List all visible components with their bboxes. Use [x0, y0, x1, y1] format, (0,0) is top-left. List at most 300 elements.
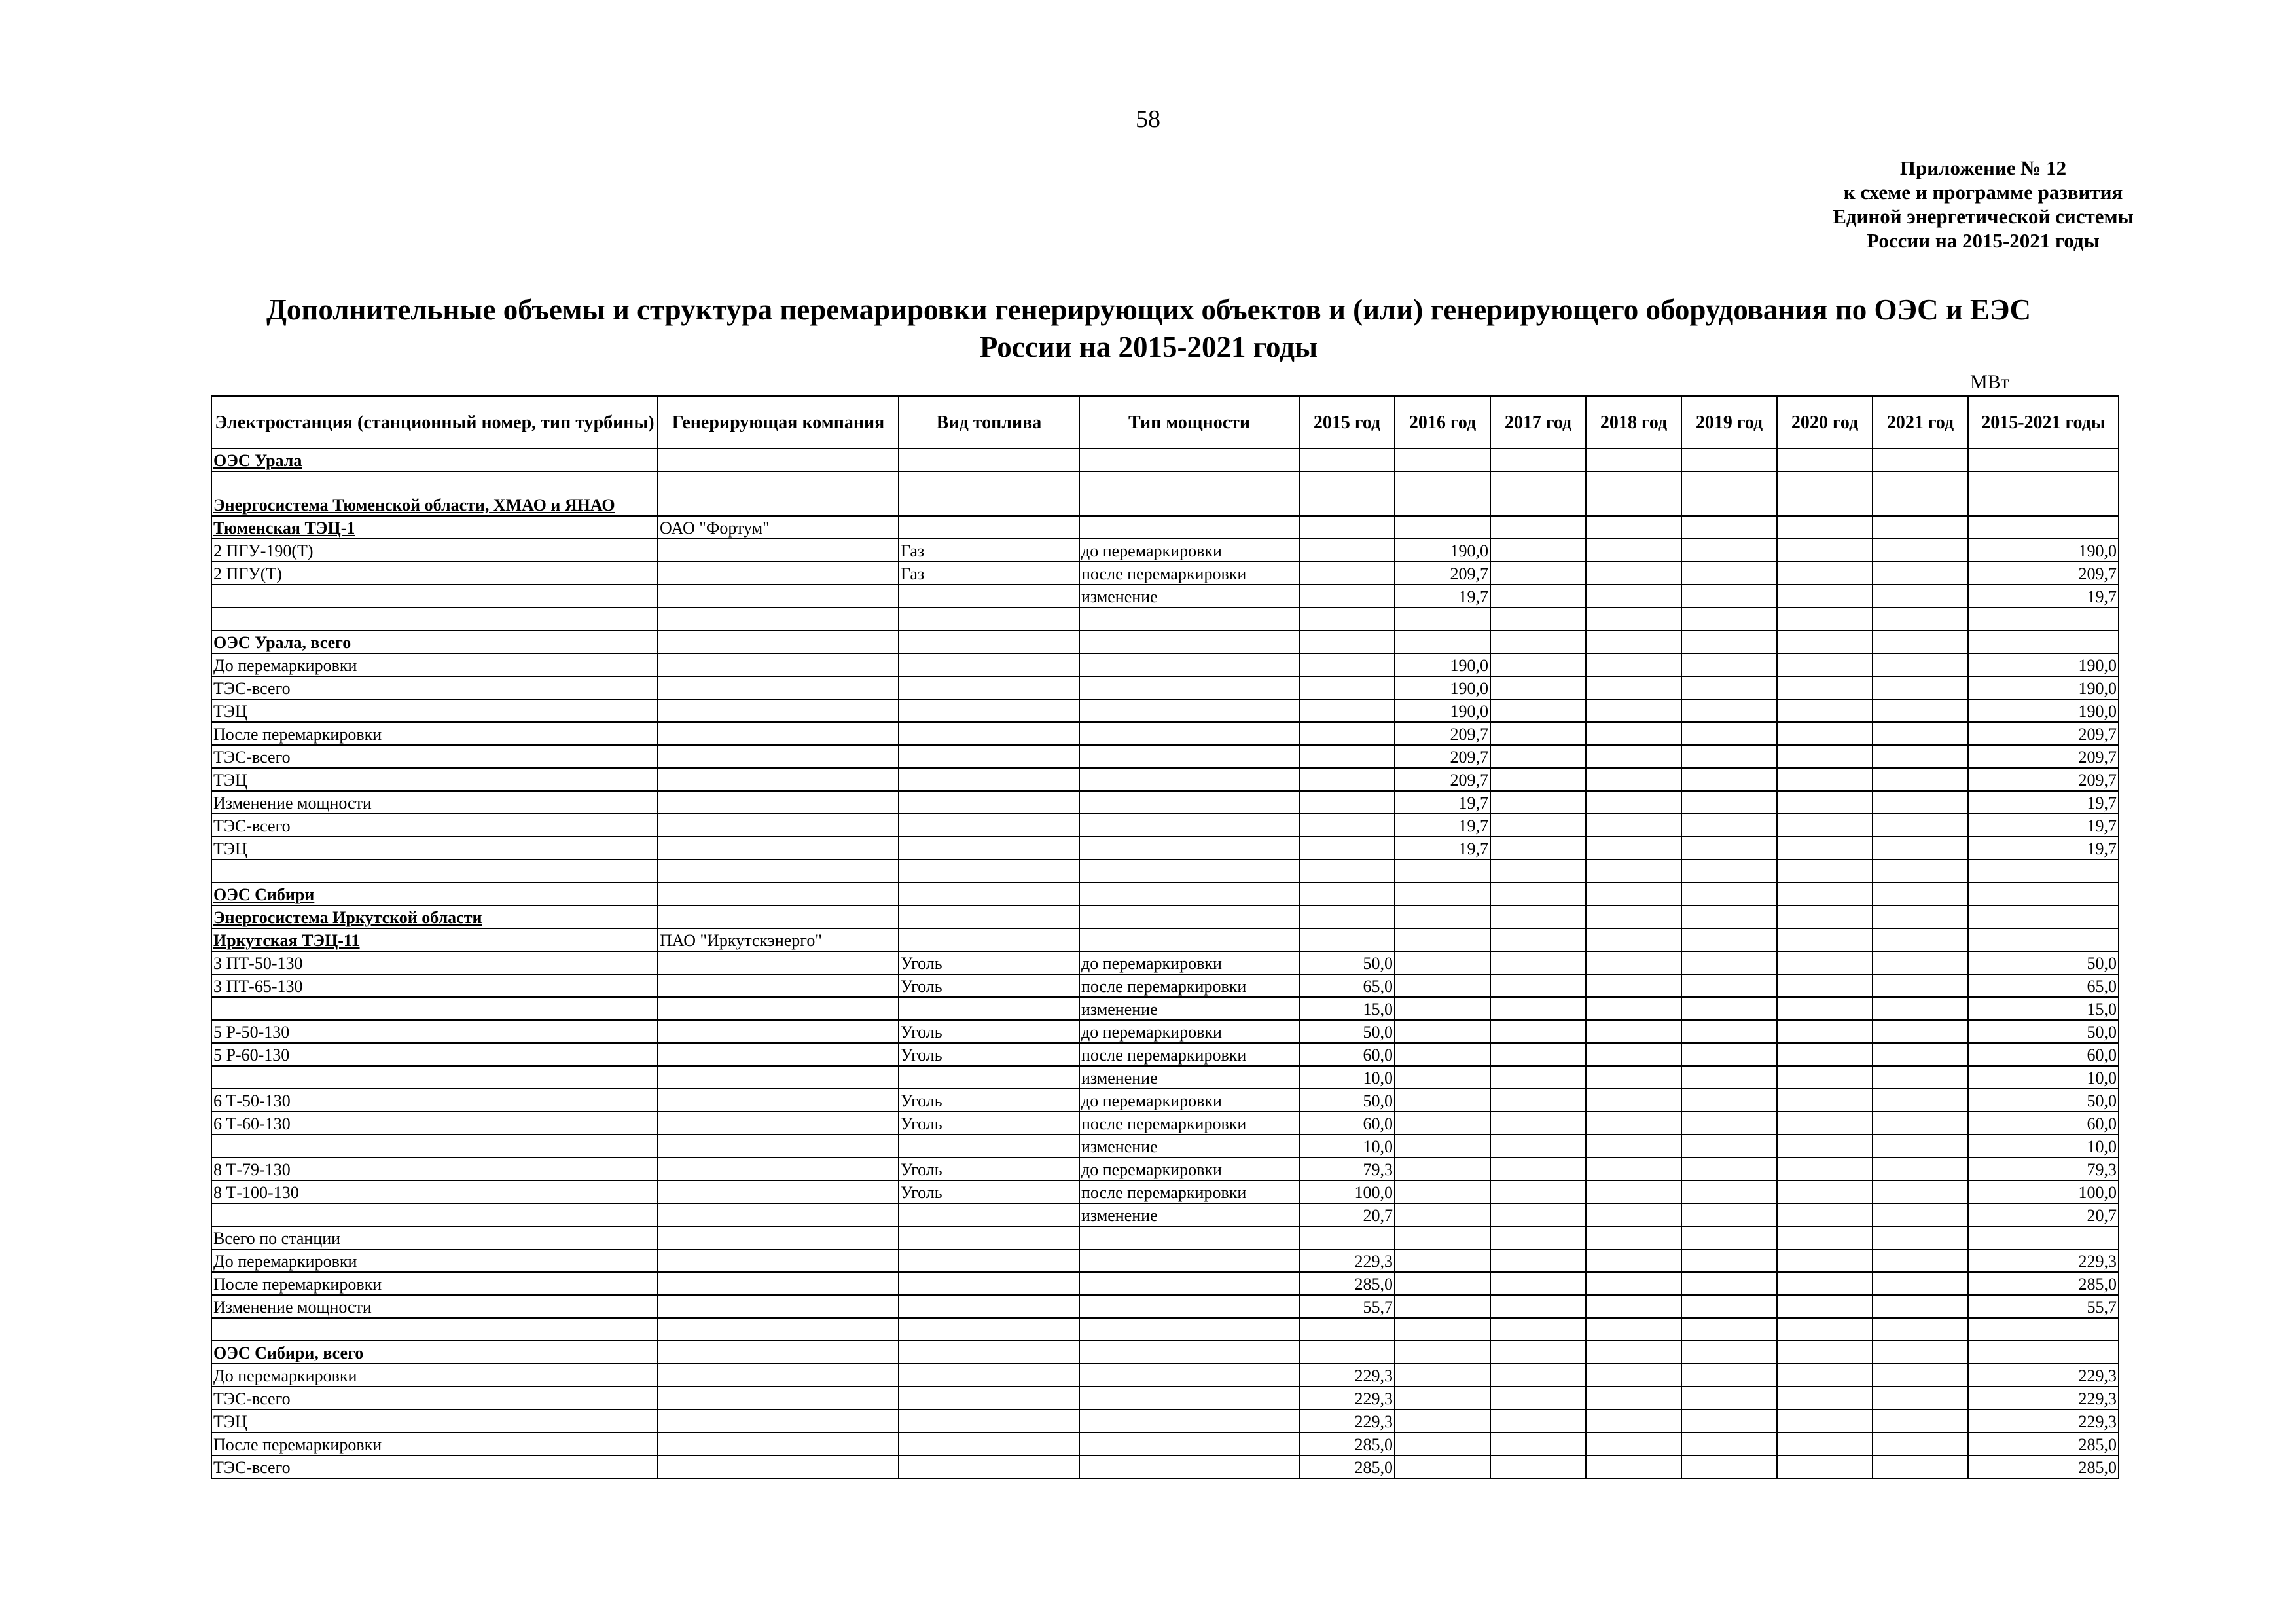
- cell-y2019: [1681, 539, 1777, 562]
- cell-y2017: [1490, 562, 1586, 585]
- cell-y2015: [1299, 860, 1395, 883]
- cell-y2017: [1490, 951, 1586, 974]
- cell-y2015: 285,0: [1299, 1455, 1395, 1478]
- appendix-block: [1702, 156, 2265, 253]
- cell-y2018: [1586, 905, 1681, 928]
- cell-y2015: [1299, 562, 1395, 585]
- cell-y2019: [1681, 1158, 1777, 1180]
- cell-fuel: [899, 837, 1079, 860]
- cell-y2021: [1873, 928, 1968, 951]
- cell-total: [1968, 860, 2119, 883]
- cell-y2021: [1873, 1180, 1968, 1203]
- cell-station: 8 Т-79-130: [211, 1158, 658, 1180]
- cell-company: ПАО "Иркутскэнерго": [658, 928, 899, 951]
- cell-y2018: [1586, 1180, 1681, 1203]
- cell-y2018: [1586, 562, 1681, 585]
- cell-fuel: [899, 928, 1079, 951]
- cell-y2021: [1873, 768, 1968, 791]
- cell-y2017: [1490, 974, 1586, 997]
- cell-y2017: [1490, 1089, 1586, 1112]
- header-fuel: Вид топлива: [899, 396, 1079, 448]
- cell-y2020: [1777, 539, 1873, 562]
- cell-company: [658, 1180, 899, 1203]
- cell-y2021: [1873, 699, 1968, 722]
- cell-y2021: [1873, 1272, 1968, 1295]
- cell-y2016: [1395, 471, 1490, 516]
- cell-capacity-type: [1079, 1364, 1299, 1387]
- cell-total: 190,0: [1968, 676, 2119, 699]
- cell-y2018: [1586, 1203, 1681, 1226]
- cell-y2020: [1777, 448, 1873, 471]
- cell-y2020: [1777, 1272, 1873, 1295]
- cell-fuel: Уголь: [899, 974, 1079, 997]
- cell-y2018: [1586, 1226, 1681, 1249]
- cell-y2021: [1873, 1455, 1968, 1478]
- cell-fuel: Уголь: [899, 1158, 1079, 1180]
- cell-capacity-type: [1079, 722, 1299, 745]
- cell-y2020: [1777, 860, 1873, 883]
- cell-capacity-type: [1079, 676, 1299, 699]
- cell-y2019: [1681, 1043, 1777, 1066]
- cell-fuel: Уголь: [899, 1089, 1079, 1112]
- cell-total: [1968, 608, 2119, 630]
- cell-y2015: [1299, 1226, 1395, 1249]
- table-row: [211, 516, 2119, 539]
- cell-y2016: [1395, 1043, 1490, 1066]
- cell-total: 19,7: [1968, 791, 2119, 814]
- cell-total: 60,0: [1968, 1112, 2119, 1135]
- cell-y2017: [1490, 1318, 1586, 1341]
- cell-capacity-type: после перемаркировки: [1079, 974, 1299, 997]
- cell-capacity-type: [1079, 905, 1299, 928]
- cell-y2019: [1681, 585, 1777, 608]
- cell-total: 100,0: [1968, 1180, 2119, 1203]
- cell-capacity-type: [1079, 928, 1299, 951]
- cell-total: [1968, 905, 2119, 928]
- title-line-1: Дополнительные объемы и структура перемарировки генерирующих объектов и (или) генерирующего оборудования по ОЭС и ЕЭС: [266, 293, 2032, 326]
- cell-y2018: [1586, 1135, 1681, 1158]
- appendix-line-4: России на 2015-2021 годы: [1867, 229, 2100, 252]
- cell-y2015: [1299, 585, 1395, 608]
- cell-total: 209,7: [1968, 722, 2119, 745]
- cell-y2015: [1299, 653, 1395, 676]
- cell-y2015: [1299, 699, 1395, 722]
- cell-y2018: [1586, 585, 1681, 608]
- cell-y2016: [1395, 1249, 1490, 1272]
- cell-fuel: [899, 860, 1079, 883]
- cell-company: [658, 974, 899, 997]
- cell-y2020: [1777, 1364, 1873, 1387]
- table-row: [211, 768, 2119, 791]
- table-row: [211, 1066, 2119, 1089]
- cell-station: ТЭС-всего: [211, 814, 658, 837]
- cell-y2019: [1681, 1112, 1777, 1135]
- cell-station: ОЭС Урала: [211, 448, 658, 471]
- cell-y2016: 209,7: [1395, 745, 1490, 768]
- cell-fuel: [899, 1364, 1079, 1387]
- cell-y2015: 20,7: [1299, 1203, 1395, 1226]
- cell-y2015: 55,7: [1299, 1295, 1395, 1318]
- cell-y2021: [1873, 653, 1968, 676]
- cell-y2015: [1299, 539, 1395, 562]
- cell-y2017: [1490, 928, 1586, 951]
- cell-y2021: [1873, 1226, 1968, 1249]
- cell-company: [658, 837, 899, 860]
- cell-y2021: [1873, 1112, 1968, 1135]
- cell-y2021: [1873, 837, 1968, 860]
- table-row: [211, 1043, 2119, 1066]
- cell-y2017: [1490, 676, 1586, 699]
- cell-y2015: 15,0: [1299, 997, 1395, 1020]
- cell-y2017: [1490, 516, 1586, 539]
- cell-y2019: [1681, 1432, 1777, 1455]
- cell-total: 190,0: [1968, 539, 2119, 562]
- cell-total: 229,3: [1968, 1249, 2119, 1272]
- cell-y2019: [1681, 1455, 1777, 1478]
- cell-y2015: [1299, 471, 1395, 516]
- cell-y2018: [1586, 608, 1681, 630]
- unit-label: МВт: [1970, 371, 2009, 393]
- cell-fuel: Уголь: [899, 1043, 1079, 1066]
- cell-station: [211, 585, 658, 608]
- table-row: [211, 1158, 2119, 1180]
- cell-y2017: [1490, 653, 1586, 676]
- cell-y2016: 19,7: [1395, 791, 1490, 814]
- table-row: [211, 837, 2119, 860]
- cell-station: ТЭС-всего: [211, 1387, 658, 1410]
- cell-company: [658, 997, 899, 1020]
- cell-fuel: [899, 814, 1079, 837]
- cell-y2019: [1681, 1364, 1777, 1387]
- cell-y2017: [1490, 1272, 1586, 1295]
- cell-y2021: [1873, 1203, 1968, 1226]
- cell-y2020: [1777, 1410, 1873, 1432]
- cell-company: [658, 791, 899, 814]
- cell-station: [211, 1203, 658, 1226]
- cell-company: [658, 1272, 899, 1295]
- cell-y2018: [1586, 1272, 1681, 1295]
- cell-y2016: [1395, 1341, 1490, 1364]
- header-capacity-type: Тип мощности: [1079, 396, 1299, 448]
- cell-y2017: [1490, 1295, 1586, 1318]
- cell-y2020: [1777, 1089, 1873, 1112]
- cell-company: [658, 745, 899, 768]
- cell-total: 285,0: [1968, 1272, 2119, 1295]
- table-row: [211, 471, 2119, 516]
- cell-station: ТЭЦ: [211, 1410, 658, 1432]
- cell-total: 19,7: [1968, 837, 2119, 860]
- cell-station: 6 Т-50-130: [211, 1089, 658, 1112]
- cell-y2021: [1873, 471, 1968, 516]
- cell-capacity-type: изменение: [1079, 1203, 1299, 1226]
- cell-y2015: [1299, 1341, 1395, 1364]
- table-row: [211, 951, 2119, 974]
- cell-y2015: 229,3: [1299, 1387, 1395, 1410]
- cell-y2016: [1395, 883, 1490, 905]
- cell-y2019: [1681, 676, 1777, 699]
- table-row: [211, 1089, 2119, 1112]
- cell-y2016: [1395, 1089, 1490, 1112]
- cell-y2017: [1490, 768, 1586, 791]
- cell-y2015: [1299, 745, 1395, 768]
- cell-station: 5 Р-60-130: [211, 1043, 658, 1066]
- cell-y2020: [1777, 722, 1873, 745]
- cell-fuel: [899, 722, 1079, 745]
- cell-y2017: [1490, 860, 1586, 883]
- cell-y2015: [1299, 814, 1395, 837]
- cell-station: Энергосистема Тюменской области, ХМАО и ЯНАО: [211, 471, 658, 516]
- cell-y2019: [1681, 928, 1777, 951]
- cell-fuel: [899, 1455, 1079, 1478]
- cell-capacity-type: [1079, 516, 1299, 539]
- cell-total: 79,3: [1968, 1158, 2119, 1180]
- cell-y2016: [1395, 1135, 1490, 1158]
- cell-y2016: 209,7: [1395, 562, 1490, 585]
- cell-y2016: [1395, 860, 1490, 883]
- cell-company: [658, 1203, 899, 1226]
- cell-capacity-type: [1079, 653, 1299, 676]
- cell-y2017: [1490, 1410, 1586, 1432]
- cell-total: 10,0: [1968, 1135, 2119, 1158]
- cell-y2019: [1681, 791, 1777, 814]
- cell-y2015: [1299, 837, 1395, 860]
- table-row: [211, 791, 2119, 814]
- cell-y2021: [1873, 608, 1968, 630]
- cell-company: [658, 1066, 899, 1089]
- cell-capacity-type: [1079, 1272, 1299, 1295]
- table-row: [211, 630, 2119, 653]
- cell-y2021: [1873, 539, 1968, 562]
- cell-company: ОАО "Фортум": [658, 516, 899, 539]
- cell-y2021: [1873, 676, 1968, 699]
- cell-fuel: [899, 905, 1079, 928]
- cell-y2018: [1586, 745, 1681, 768]
- cell-y2015: [1299, 791, 1395, 814]
- cell-y2017: [1490, 1364, 1586, 1387]
- cell-total: [1968, 883, 2119, 905]
- cell-y2021: [1873, 1364, 1968, 1387]
- cell-company: [658, 1089, 899, 1112]
- cell-fuel: [899, 1203, 1079, 1226]
- cell-station: ОЭС Урала, всего: [211, 630, 658, 653]
- cell-company: [658, 1135, 899, 1158]
- cell-y2019: [1681, 1226, 1777, 1249]
- cell-y2015: 65,0: [1299, 974, 1395, 997]
- cell-total: 209,7: [1968, 562, 2119, 585]
- table-row: [211, 1203, 2119, 1226]
- cell-capacity-type: [1079, 1432, 1299, 1455]
- cell-y2021: [1873, 905, 1968, 928]
- cell-y2017: [1490, 630, 1586, 653]
- cell-y2016: [1395, 1455, 1490, 1478]
- table-header-row: [211, 396, 2119, 448]
- cell-fuel: [899, 1410, 1079, 1432]
- cell-y2020: [1777, 630, 1873, 653]
- cell-station: 6 Т-60-130: [211, 1112, 658, 1135]
- cell-capacity-type: изменение: [1079, 1135, 1299, 1158]
- cell-y2017: [1490, 539, 1586, 562]
- cell-capacity-type: изменение: [1079, 997, 1299, 1020]
- cell-y2017: [1490, 1387, 1586, 1410]
- cell-y2019: [1681, 1318, 1777, 1341]
- cell-station: [211, 1135, 658, 1158]
- table-row: [211, 860, 2119, 883]
- cell-y2015: 79,3: [1299, 1158, 1395, 1180]
- cell-y2015: [1299, 928, 1395, 951]
- cell-y2016: 190,0: [1395, 676, 1490, 699]
- cell-company: [658, 630, 899, 653]
- cell-company: [658, 471, 899, 516]
- cell-total: 209,7: [1968, 768, 2119, 791]
- cell-capacity-type: до перемаркировки: [1079, 1020, 1299, 1043]
- cell-fuel: [899, 448, 1079, 471]
- cell-y2016: [1395, 1226, 1490, 1249]
- table-row: [211, 814, 2119, 837]
- cell-capacity-type: [1079, 1249, 1299, 1272]
- cell-y2020: [1777, 516, 1873, 539]
- cell-y2017: [1490, 1020, 1586, 1043]
- cell-y2020: [1777, 928, 1873, 951]
- cell-y2019: [1681, 951, 1777, 974]
- cell-station: Энергосистема Иркутской области: [211, 905, 658, 928]
- cell-y2021: [1873, 585, 1968, 608]
- cell-y2016: 190,0: [1395, 653, 1490, 676]
- cell-station: 2 ПГУ(Т): [211, 562, 658, 585]
- cell-y2018: [1586, 471, 1681, 516]
- cell-y2020: [1777, 1341, 1873, 1364]
- cell-y2017: [1490, 1112, 1586, 1135]
- table-row: [211, 1455, 2119, 1478]
- cell-y2020: [1777, 1226, 1873, 1249]
- cell-total: 50,0: [1968, 1089, 2119, 1112]
- cell-y2015: [1299, 630, 1395, 653]
- header-company: Генерирующая компания: [658, 396, 899, 448]
- cell-y2017: [1490, 1341, 1586, 1364]
- cell-y2018: [1586, 699, 1681, 722]
- table-row: [211, 1226, 2119, 1249]
- cell-company: [658, 1112, 899, 1135]
- cell-y2016: 209,7: [1395, 768, 1490, 791]
- cell-fuel: [899, 1249, 1079, 1272]
- cell-capacity-type: [1079, 1387, 1299, 1410]
- cell-station: Тюменская ТЭЦ-1: [211, 516, 658, 539]
- cell-y2015: [1299, 722, 1395, 745]
- header-2019: 2019 год: [1681, 396, 1777, 448]
- cell-y2016: 19,7: [1395, 585, 1490, 608]
- cell-station: 8 Т-100-130: [211, 1180, 658, 1203]
- cell-y2015: 100,0: [1299, 1180, 1395, 1203]
- cell-y2020: [1777, 608, 1873, 630]
- table-row: [211, 1135, 2119, 1158]
- cell-company: [658, 699, 899, 722]
- table-row: [211, 1180, 2119, 1203]
- cell-y2018: [1586, 928, 1681, 951]
- cell-y2017: [1490, 1249, 1586, 1272]
- cell-y2018: [1586, 1112, 1681, 1135]
- cell-y2021: [1873, 1043, 1968, 1066]
- header-2021: 2021 год: [1873, 396, 1968, 448]
- cell-station: ТЭС-всего: [211, 745, 658, 768]
- cell-total: 19,7: [1968, 585, 2119, 608]
- cell-y2020: [1777, 951, 1873, 974]
- cell-y2019: [1681, 1089, 1777, 1112]
- table-row: [211, 1318, 2119, 1341]
- cell-company: [658, 562, 899, 585]
- cell-y2020: [1777, 997, 1873, 1020]
- cell-y2017: [1490, 1226, 1586, 1249]
- cell-total: 65,0: [1968, 974, 2119, 997]
- cell-y2015: 285,0: [1299, 1432, 1395, 1455]
- cell-y2016: [1395, 1387, 1490, 1410]
- table-row: [211, 1112, 2119, 1135]
- header-total: 2015-2021 годы: [1968, 396, 2119, 448]
- appendix-line-1: Приложение № 12: [1899, 156, 2067, 179]
- cell-y2020: [1777, 905, 1873, 928]
- cell-y2021: [1873, 1135, 1968, 1158]
- cell-y2016: [1395, 1203, 1490, 1226]
- cell-y2020: [1777, 1158, 1873, 1180]
- cell-y2019: [1681, 562, 1777, 585]
- cell-company: [658, 608, 899, 630]
- cell-station: ТЭС-всего: [211, 676, 658, 699]
- cell-station: [211, 1318, 658, 1341]
- cell-y2017: [1490, 837, 1586, 860]
- cell-total: [1968, 471, 2119, 516]
- cell-fuel: Уголь: [899, 1180, 1079, 1203]
- cell-y2019: [1681, 1295, 1777, 1318]
- cell-y2021: [1873, 448, 1968, 471]
- cell-station: [211, 860, 658, 883]
- cell-y2020: [1777, 1112, 1873, 1135]
- cell-capacity-type: до перемаркировки: [1079, 539, 1299, 562]
- cell-y2017: [1490, 699, 1586, 722]
- cell-y2020: [1777, 1135, 1873, 1158]
- cell-y2020: [1777, 653, 1873, 676]
- cell-fuel: Уголь: [899, 1020, 1079, 1043]
- cell-fuel: Газ: [899, 562, 1079, 585]
- table-row: [211, 676, 2119, 699]
- cell-y2020: [1777, 1318, 1873, 1341]
- cell-y2019: [1681, 722, 1777, 745]
- cell-y2020: [1777, 1043, 1873, 1066]
- cell-capacity-type: [1079, 630, 1299, 653]
- cell-y2016: [1395, 951, 1490, 974]
- cell-company: [658, 1249, 899, 1272]
- cell-capacity-type: [1079, 814, 1299, 837]
- cell-station: 2 ПГУ-190(Т): [211, 539, 658, 562]
- cell-total: [1968, 516, 2119, 539]
- cell-y2018: [1586, 1364, 1681, 1387]
- cell-station: До перемаркировки: [211, 653, 658, 676]
- cell-total: 229,3: [1968, 1387, 2119, 1410]
- cell-y2017: [1490, 745, 1586, 768]
- cell-y2020: [1777, 837, 1873, 860]
- cell-y2016: [1395, 448, 1490, 471]
- cell-station: 5 Р-50-130: [211, 1020, 658, 1043]
- cell-y2020: [1777, 585, 1873, 608]
- cell-total: 190,0: [1968, 653, 2119, 676]
- cell-y2015: 10,0: [1299, 1135, 1395, 1158]
- cell-y2019: [1681, 1387, 1777, 1410]
- cell-fuel: [899, 1318, 1079, 1341]
- cell-total: 209,7: [1968, 745, 2119, 768]
- cell-capacity-type: [1079, 1410, 1299, 1432]
- cell-y2018: [1586, 1387, 1681, 1410]
- cell-capacity-type: [1079, 1318, 1299, 1341]
- cell-company: [658, 1341, 899, 1364]
- cell-y2015: 50,0: [1299, 951, 1395, 974]
- cell-capacity-type: [1079, 1226, 1299, 1249]
